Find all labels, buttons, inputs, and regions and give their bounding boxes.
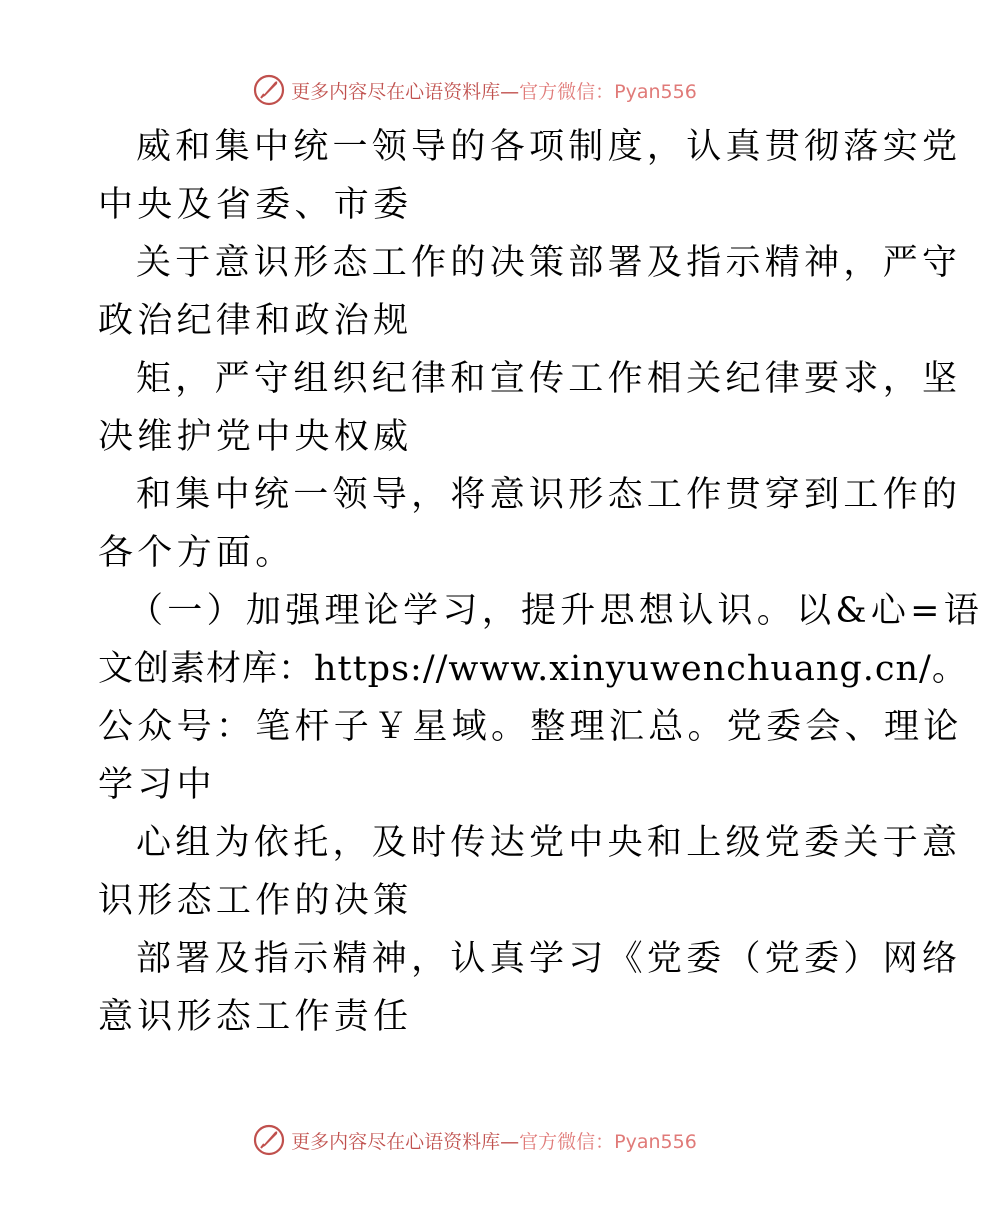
body-line-3: 关于意识形态工作的决策部署及指示精神，严守 <box>136 243 962 283</box>
body-line-12: 学习中 <box>98 765 216 805</box>
footer-watermark-banner <box>0 1120 950 1160</box>
body-line-4: 政治纪律和政治规 <box>98 301 413 341</box>
body-line-8: 各个方面。 <box>98 533 295 573</box>
body-line-1: 威和集中统一领导的各项制度，认真贯彻落实党 <box>136 127 962 167</box>
body-line-13: 心组为依托，及时传达党中央和上级党委关于意 <box>136 823 962 863</box>
body-line-6: 决维护党中央权威 <box>98 417 413 457</box>
body-line-9: （一）加强理论学习，提升思想认识。以&心=语 <box>128 591 983 631</box>
footer-banner-wechat: 官方微信：Pyan556 <box>519 1130 697 1153</box>
feather-pen-logo-icon <box>253 74 285 106</box>
body-line-11: 公众号：笔杆子￥星域。整理汇总。党委会、理论 <box>98 707 963 747</box>
body-line-2: 中央及省委、市委 <box>98 185 413 225</box>
header-watermark-banner <box>0 70 950 110</box>
header-banner-text: 更多内容尽在心语资料库— <box>291 80 520 103</box>
body-line-14: 识形态工作的决策 <box>98 881 413 921</box>
document-body <box>98 118 983 1046</box>
body-line-15: 部署及指示精神，认真学习《党委（党委）网络 <box>136 939 962 979</box>
body-line-7: 和集中统一领导，将意识形态工作贯穿到工作的 <box>136 475 962 515</box>
footer-banner-text: 更多内容尽在心语资料库— <box>291 1130 520 1153</box>
body-line-5: 矩，严守组织纪律和宣传工作相关纪律要求，坚 <box>136 359 962 399</box>
body-line-10: 文创素材库：https://www.xinyuwenchuang.cn/。 <box>98 649 968 689</box>
feather-pen-logo-icon <box>253 1124 285 1156</box>
header-banner-wechat: 官方微信：Pyan556 <box>519 80 697 103</box>
body-line-16: 意识形态工作责任 <box>98 997 413 1037</box>
